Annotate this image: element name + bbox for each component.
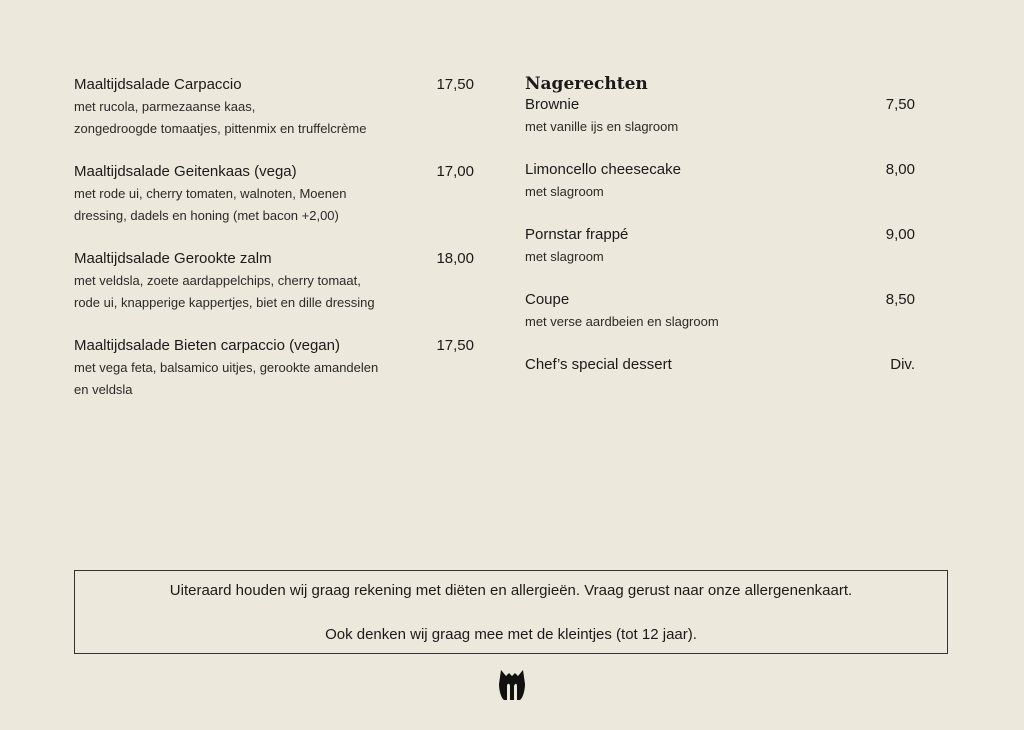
item-name: Brownie (525, 96, 580, 113)
item-price: 17,50 (436, 76, 474, 93)
menu-item (525, 159, 915, 203)
item-price: 17,50 (436, 337, 474, 354)
menu-item (525, 224, 915, 268)
item-description: met slagroom (525, 249, 604, 264)
desserts-column (525, 74, 915, 397)
item-description: met rode ui, cherry tomaten, walnoten, Moenen (74, 186, 347, 201)
menu-item (74, 335, 474, 401)
salads-column (74, 74, 474, 422)
item-description: met slagroom (525, 184, 604, 199)
item-name: Maaltijdsalade Bieten carpaccio (vegan) (74, 337, 340, 354)
item-description: met verse aardbeien en slagroom (525, 314, 719, 329)
section-title: Nagerechten (525, 74, 648, 94)
item-description: rode ui, knapperige kappertjes, biet en dille dressing (74, 295, 375, 310)
item-name: Maaltijdsalade Geitenkaas (vega) (74, 163, 297, 180)
item-name: Maaltijdsalade Gerookte zalm (74, 250, 272, 267)
item-description: met vega feta, balsamico uitjes, gerookte amandelen (74, 360, 379, 375)
item-price: Div. (890, 356, 915, 373)
item-name: Chef’s special dessert (525, 356, 672, 373)
item-name: Maaltijdsalade Carpaccio (74, 76, 242, 93)
notice-line-children: Ook denken wij graag mee met de kleintjes (tot 12 jaar). (325, 626, 697, 643)
item-price: 17,00 (436, 163, 474, 180)
item-price: 9,00 (885, 226, 915, 243)
item-description: met vanille ijs en slagroom (525, 119, 679, 134)
menu-item (525, 354, 915, 376)
item-description: en veldsla (74, 382, 133, 397)
menu-item (525, 289, 915, 333)
allergy-notice-box (74, 570, 948, 654)
menu-item (74, 248, 474, 314)
item-name: Pornstar frappé (525, 226, 629, 243)
item-name: Coupe (525, 291, 570, 308)
item-price: 7,50 (885, 96, 915, 113)
menu-item (74, 161, 474, 227)
item-description: met veldsla, zoete aardappelchips, cherry tomaat, (74, 273, 361, 288)
menu-item (74, 74, 474, 140)
restaurant-logo-icon (498, 668, 526, 702)
item-name: Limoncello cheesecake (525, 161, 681, 178)
item-price: 18,00 (436, 250, 474, 267)
menu-item (525, 94, 915, 138)
item-description: dressing, dadels en honing (met bacon +2,00) (74, 208, 339, 223)
item-price: 8,00 (885, 161, 915, 178)
notice-line-allergies: Uiteraard houden wij graag rekening met diëten en allergieën. Vraag gerust naar onze allergenenkaart. (169, 582, 853, 599)
item-description: met rucola, parmezaanse kaas, (74, 99, 256, 114)
item-description: zongedroogde tomaatjes, pittenmix en truffelcrème (74, 121, 367, 136)
item-price: 8,50 (885, 291, 915, 308)
